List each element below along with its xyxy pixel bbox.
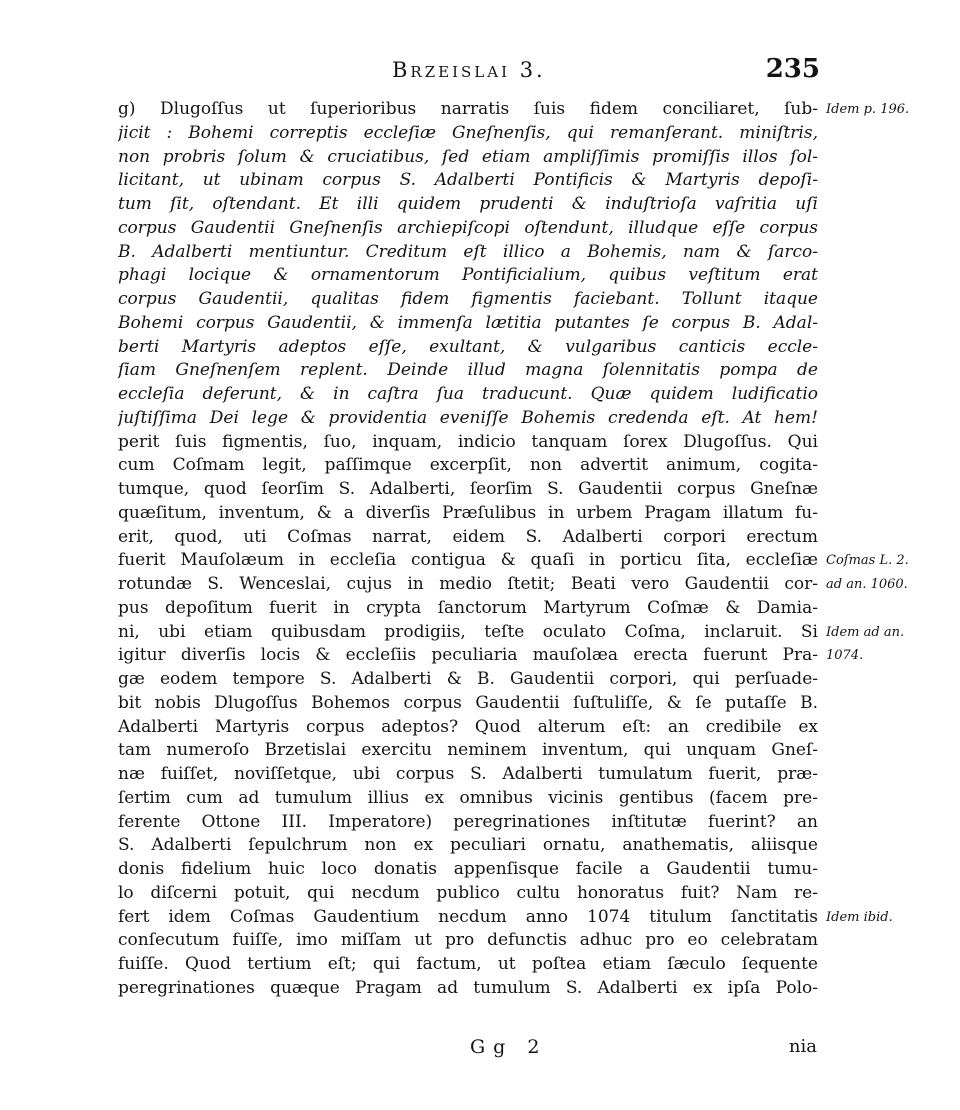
text-line: tumque, quod ſeorſim S. Adalberti, ſeorſim S. Gaudentii corpus Gneſnæ — [118, 479, 818, 499]
text-line: corpus Gaudentii Gneſnenſis archiepiſcopi oſtendunt, illudque eſſe corpus — [118, 217, 818, 238]
text-line: ferente Ottone III. Imperatore) peregrinationes inſtitutæ fuerint? an — [118, 811, 818, 832]
margin-note: Idem ibid. — [826, 909, 893, 925]
text-line: licitant, ut ubinam corpus S. Adalberti Pontificis & Martyris depoſi- — [118, 170, 818, 191]
text-line: fuerit Mauſolæum in eccleſia contigua & quaſi in porticu ſita, eccleſiæ — [118, 550, 818, 571]
text-line: fert idem Coſmas Gaudentium necdum anno 1074 titulum ſanctitatis — [118, 906, 818, 927]
text-line: corpus Gaudentii, qualitas fidem figmentis faciebant. Tollunt itaque — [118, 289, 818, 309]
text-line: pus depoſitum fuerit in crypta ſanctorum Martyrum Coſmæ & Damia- — [118, 597, 818, 618]
text-line: rotundæ S. Wenceslai, cujus in medio ſtetit; Beati vero Gaudentii cor- — [118, 574, 818, 594]
text-line: B. Adalberti mentiuntur. Creditum eſt illico a Bohemis, nam & ſarco- — [118, 241, 818, 262]
text-line: tam numeroſo Brzetislai exercitu neminem inventum, qui unquam Gneſ- — [118, 740, 818, 761]
margin-note: Idem ad an. — [826, 624, 905, 640]
text-line: peregrinationes quæque Pragam ad tumulum S. Adalberti ex ipſa Polo- — [118, 977, 818, 998]
text-line: ni, ubi etiam quibusdam prodigiis, teſte oculato Coſma, inclaruit. Si — [118, 621, 818, 642]
text-line: phagi locique & ornamentorum Pontificialium, quibus veſtitum erat — [118, 265, 818, 286]
text-line: ſertim cum ad tumulum illius ex omnibus vicinis gentibus (facem pre- — [118, 787, 818, 808]
running-head — [120, 54, 820, 88]
catchword: nia — [788, 1036, 817, 1057]
text-line: S. Adalberti ſepulchrum non ex peculiari ornatu, anathematis, aliisque — [118, 835, 818, 856]
margin-note: 1074. — [826, 648, 864, 664]
signature-mark: Gg 2 — [470, 1036, 548, 1058]
text-line: erit, quod, uti Coſmas narrat, eidem S. Adalberti corpori erectum — [118, 526, 818, 547]
text-line: eccleſia deferunt, & in caſtra ſua traducunt. Quæ quidem ludificatio — [118, 384, 818, 404]
text-line: bit nobis Dlugoſſus Bohemos corpus Gaudentii ſuſtuliſſe, & ſe putaſſe B. — [118, 692, 818, 713]
text-line: næ fuiſſet, noviſſetque, ubi corpus S. Adalberti tumulatum fuerit, præ- — [118, 764, 818, 784]
running-title: Brzeislai 3. — [392, 58, 546, 82]
text-line: Bohemi corpus Gaudentii, & immenſa lætitia putantes ſe corpus B. Adal- — [118, 312, 818, 333]
text-line: gæ eodem tempore S. Adalberti & B. Gaudentii corpori, qui perſuade- — [118, 669, 818, 689]
text-line: perit ſuis figmentis, ſuo, inquam, indicio tanquam ſorex Dlugoſſus. Qui — [118, 431, 818, 452]
text-line: ſiam Gneſnenſem replent. Deinde illud magna ſolennitatis pompa de — [118, 360, 818, 381]
text-line: juſtiſſima Dei lege & providentia eveniſſe Bohemis credenda eſt. At hem! — [118, 407, 818, 428]
body-text — [118, 98, 818, 1001]
text-line: Adalberti Martyris corpus adeptos? Quod alterum eſt: an credibile ex — [118, 716, 818, 737]
text-line: jicit : Bohemi correptis eccleſiæ Gneſnenſis, qui remanſerant. miniſtris, — [118, 122, 818, 143]
text-line: tum ſit, oſtendant. Et illi quidem prudenti & induſtrioſa vaſritia uſi — [118, 194, 818, 214]
text-line: donis fidelium huic loco donatis appenſisque facile a Gaudentii tumu- — [118, 859, 818, 879]
margin-note: ad an. 1060. — [826, 577, 908, 592]
text-line: berti Martyris adeptos eſſe, exultant, & vulgaribus canticis eccle- — [118, 336, 818, 357]
text-line: g) Dlugoſſus ut ſuperioribus narratis ſuis fidem conciliaret, ſub- — [118, 99, 818, 119]
text-line: quæſitum, inventum, & a diverſis Præſulibus in urbem Pragam illatum fu- — [118, 502, 818, 523]
margin-note: Idem p. 196. — [826, 102, 910, 117]
text-line: igitur diverſis locis & eccleſiis peculiaria mauſolæa erecta fuerunt Pra- — [118, 645, 818, 666]
page-number: 235 — [765, 54, 820, 84]
text-line: lo diſcerni potuit, qui necdum publico cultu honoratus fuit? Nam re- — [118, 882, 818, 903]
margin-note: Coſmas L. 2. — [826, 553, 909, 569]
text-line: cum Coſmam legit, paſſimque excerpſit, non advertit animum, cogita- — [118, 455, 818, 476]
text-line: non probris ſolum & cruciatibus, ſed etiam ampliſſimis promiſſis illos ſol- — [118, 146, 818, 167]
text-line: conſecutum fuiſſe, imo miſſam ut pro defunctis adhuc pro eo celebratam — [118, 930, 818, 951]
text-line: fuiſſe. Quod tertium eſt; qui factum, ut poſtea etiam ſæculo ſequente — [118, 954, 818, 974]
